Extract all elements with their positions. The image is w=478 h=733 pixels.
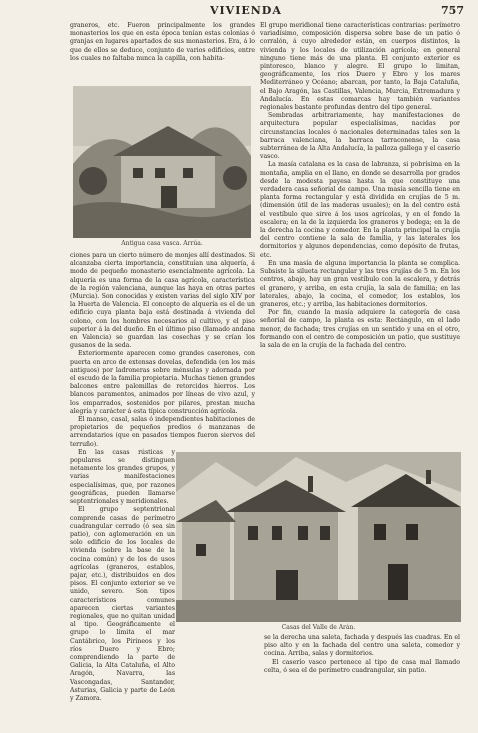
paragraph: El grupo septentrional comprende casas de perímetro cuadrangular cerrado (ó sea sin patio), con aglomeración en un solo edificio de los locales de vivienda (sobre la base de la cocina común) y de los de usos agrícolas (graneros, establos, pajar, etc.), distribuidos en dos pisos. El conjunto exterior se ve unido, severo. Son tipos característicos comunes aparecen ciertas variantes regionales, que no quitan unidad al tipo. Geográficamente el grupo lo limita el mar Cantábrico, los Pirineos y los ríos Duero y Ebro; comprendiendo la parte de Galicia, la Alta Cataluña, el Alto Aragón, Navarra, las Vascongadas, Santander, Asturias, Galicia y parte de León y Zamora.: [70, 506, 175, 702]
paragraph: se la derecha una saleta, fachada y después las cuadras. En el piso alto y en la fachada del centro una saleta, comedor y cocina. Arriba, salas y dormitorios.: [264, 634, 460, 658]
paragraph: Por fin, cuando la masía adquiere la categoría de casa señorial de campo, la planta es esta: Rectángulo, en el lado menor, de fachada; tres crujías en un sentido y una en el otro, formando con el centro de composición un patio, que sustituye la sala de en la crujía de la fachada del centro.: [260, 309, 460, 349]
figure-caption: Casas del Valle de Arán.: [281, 624, 356, 631]
figure-caption: Antigua casa vasca. Arrúa.: [121, 240, 203, 247]
page-header: [0, 4, 478, 20]
paragraph: ciones para un cierto número de monjes allí destinados. Si alcanzaba cierta importancia, constituían una alquería, á modo de pequeño monasterio esencialmente agrícola. La alquería es una forma de la casa agrícola, característica de la región valenciana, aunque las haya en otras partes (Murcia). Son conocidas y existen varias del siglo XIV por la Huerta de Valencia. El concepto de alquería es el de un edificio cuya planta baja está destinada á vivienda del colono, con los hombres necesarios al cultivo, y el piso superior á la del dueño. En el último piso (llamado andana en Valencia) se guardan las cosechas y se crían los gusanos de la seda.: [70, 252, 255, 350]
paragraph: El manso, casal, salas ó independientes habitaciones de propietarios de pequeños predios ó manzanas de arrendatarios (que en pasados tiempos fueron siervos del terruño).: [70, 416, 255, 448]
column-left-top: [70, 22, 255, 84]
paragraph: El caserío vasco pertenece al tipo de casa mal llamado celta, ó sea el de perímetro cuadrangular, sin patio.: [264, 658, 460, 674]
page-number: 757: [441, 4, 464, 17]
aran-valley-illustration: [176, 452, 461, 622]
paragraph: En las casas rústicas y populares se distinguen netamente los grandes grupos, y varias manifestaciones especialísimas, que, por razones geográficas, pueden llamarse septentrionales y meridionales.: [70, 448, 175, 506]
basque-house-illustration: [73, 86, 251, 238]
paragraph: graneros, etc. Fueron principalmente los grandes monasterios los que en esta época tenían estas colonias ó granjas en lugares apartados de sus monasterios. Era, á lo que de ellos se deduce, conjunto de varios edificios, entre los cuales no faltaba nunca la capilla, con habita-: [70, 22, 255, 62]
running-title: VIVIENDA: [210, 4, 282, 17]
figure-basque-house: [73, 86, 251, 238]
paragraph: La masía catalana es la casa de labranza, si pobrísima en la montaña, amplia en el llano, en donde se desarrolla por grados desde la modesta payesa hasta la que constituye una verdadera casa señorial de campo. Una masía sencilla tiene en planta forma rectangular y está dividida en crujías de 5 m. (dimensión útil de las maderas usuales); en la del centro está el vestíbulo que sirve á los usos agrícolas, y en el fondo la escalera; en la de la izquierda los graneros y bodega; en la de la derecha la cocina y comedor. En la planta principal la crujía del centro contiene la sala de familia, y las laterales los dormitorios y algunos dependencias, como depósito de frutas, etc.: [260, 161, 460, 259]
column-right-top: [260, 22, 460, 450]
column-right-bottom: [264, 634, 460, 726]
paragraph: El grupo meridional tiene características contrarias: perímetro variadísimo, composición dispersa sobre base de un patio ó corralón, á cuyo alrededor están, en cuerpos distintos, la vivienda y los locales de utilización agrícola; en general ninguno tiene más de una planta. El conjunto exterior es pintoresco, blanco y alegre. El grupo lo limitan, geográficamente, los ríos Duero y Ebro y los mares Mediterráneo y Océano; abarcan, por tanto, la Baja Cataluña, el Bajo Aragón, las Castillas, Valencia, Murcia, Extremadura y Andalucía. En estas comarcas hay también variantes regionales bastante profundas dentro del tipo general.: [260, 22, 460, 112]
figure-aran-valley: [176, 452, 461, 622]
paragraph: Exteriormente aparecen como grandes caserones, con puerta en arco de extensas dovelas, defendida (en los más antiguos) por ladroneras sobre ménsulas y adornada por el escudo de la familia propietaria. Muchas tienen grandes balcones entre palomillas de retorcidos hierros. Los blancos paramentos, animados por líneas de vivo azul, y los emparrados, sostenidos por pilares, prestan mucha alegría y carácter á esta típica construcción agrícola.: [70, 350, 255, 415]
paragraph: Sembradas arbitrariamente, hay manifestaciones de arquitectura popular especialísimas, nacidas por circunstancias locales ó nacionales determinadas tales son la barraca valenciana, la barraca tarraconense, la casa subterránea de la Alta Andalucía, la palloza gallega y el caserío vasco.: [260, 112, 460, 161]
paragraph: En una masía de alguna importancia la planta se complica. Subsiste la silueta rectangular y las tres crujías de 5 m. En los centros, abajo, hay un gran vestíbulo con la escalera, y detrás el granero, y arriba, en esta crujía, la sala de familia; en las laterales, abajo, la cocina, el comedor, los establos, los graneros, etc.; y arriba, las habitaciones dormitorios.: [260, 259, 460, 308]
